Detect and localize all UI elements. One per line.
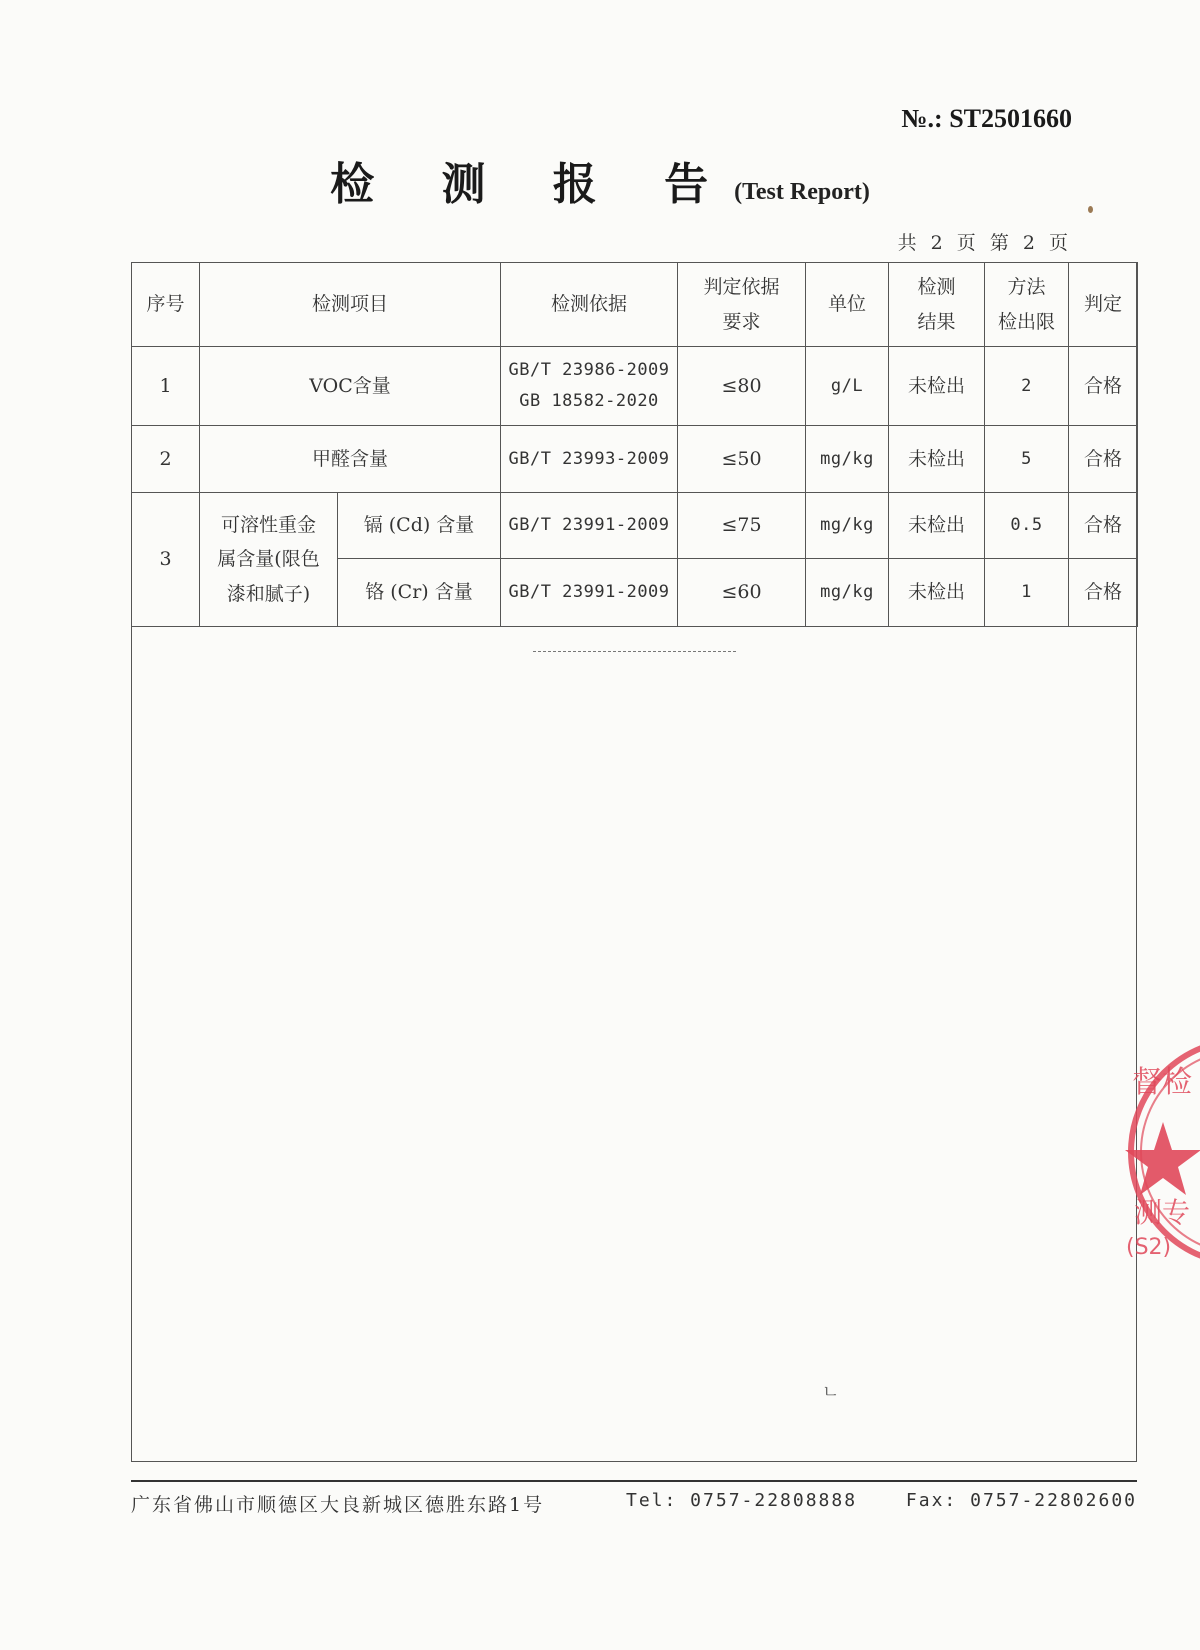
header-limit [985, 263, 1069, 347]
seal-text-bottom: 测专 [1134, 1196, 1191, 1229]
official-seal [1128, 1032, 1200, 1272]
row1-item: VOC含量 [200, 347, 501, 426]
header-unit: 单位 [806, 263, 889, 347]
row2-verdict: 合格 [1069, 426, 1138, 493]
table-row [132, 493, 1138, 559]
report-title-en: (Test Report) [734, 179, 870, 205]
row3b-verdict: 合格 [1069, 559, 1138, 627]
row1-verdict: 合格 [1069, 347, 1138, 426]
header-requirement-line1: 判定依据 [703, 276, 780, 299]
header-requirement [678, 263, 806, 347]
row3b-requirement: ≤60 [678, 559, 806, 627]
table-header-row [132, 263, 1138, 347]
row2-unit: mg/kg [806, 426, 889, 493]
row3-group-line2: 属含量(限色 [217, 548, 320, 571]
footer-address: 广东省佛山市顺德区大良新城区德胜东路1号 [131, 1494, 545, 1516]
table-row [132, 426, 1138, 493]
header-seq: 序号 [132, 263, 200, 347]
row1-requirement: ≤80 [678, 347, 806, 426]
row1-standard-line1: GB/T 23986-2009 [508, 360, 670, 381]
row3b-limit: 1 [985, 559, 1069, 627]
row2-limit: 5 [985, 426, 1069, 493]
row2-requirement: ≤50 [678, 426, 806, 493]
row1-standard [501, 347, 678, 426]
report-number: №.: ST2501660 [901, 104, 1072, 133]
row3a-item: 镉 (Cd) 含量 [338, 493, 501, 559]
report-title-cn: 检 测 报 告 [330, 159, 735, 210]
header-standard: 检测依据 [501, 263, 678, 347]
end-of-content-line [533, 651, 736, 652]
row1-limit: 2 [985, 347, 1069, 426]
footer-tel: Tel: 0757-22808888 [626, 1490, 858, 1511]
row3-group-line1: 可溶性重金 [220, 514, 316, 537]
row3b-standard: GB/T 23991-2009 [501, 559, 678, 627]
footer-fax: Fax: 0757-22802600 [905, 1490, 1137, 1511]
row3a-limit: 0.5 [985, 493, 1069, 559]
seal-code: (S2) [1126, 1235, 1172, 1260]
page-info: 共 2 页 第 2 页 [897, 232, 1072, 254]
row3-group [200, 493, 338, 627]
row3-seq: 3 [132, 493, 200, 627]
report-title [0, 148, 1200, 212]
row3a-verdict: 合格 [1069, 493, 1138, 559]
header-limit-line1: 方法 [1007, 276, 1046, 299]
row3a-standard: GB/T 23991-2009 [501, 493, 678, 559]
footer-rule [131, 1480, 1137, 1482]
header-requirement-line2: 要求 [722, 310, 761, 333]
row1-unit: g/L [806, 347, 889, 426]
row1-standard-line2: GB 18582-2020 [519, 391, 659, 411]
row3b-item: 铬 (Cr) 含量 [338, 559, 501, 627]
header-result [889, 263, 985, 347]
row3b-unit: mg/kg [806, 559, 889, 627]
table-row [132, 347, 1138, 426]
row3a-unit: mg/kg [806, 493, 889, 559]
header-result-line1: 检测 [917, 276, 956, 299]
header-result-line2: 结果 [917, 310, 956, 333]
header-item: 检测项目 [200, 263, 501, 347]
row1-result: 未检出 [889, 347, 985, 426]
row2-seq: 2 [132, 426, 200, 493]
seal-text-top: 督检 [1132, 1065, 1192, 1100]
row3-group-line3: 漆和腻子) [226, 582, 311, 605]
row3a-result: 未检出 [889, 493, 985, 559]
row3a-requirement: ≤75 [678, 493, 806, 559]
header-limit-line2: 检出限 [998, 310, 1056, 333]
row3b-result: 未检出 [889, 559, 985, 627]
row2-item: 甲醛含量 [200, 426, 501, 493]
results-table [131, 262, 1138, 627]
row2-standard: GB/T 23993-2009 [501, 426, 678, 493]
row1-seq: 1 [132, 347, 200, 426]
row2-result: 未检出 [889, 426, 985, 493]
handwritten-mark: ㄴ [822, 1382, 840, 1403]
header-verdict: 判定 [1069, 263, 1138, 347]
paper-speck [1088, 206, 1093, 213]
